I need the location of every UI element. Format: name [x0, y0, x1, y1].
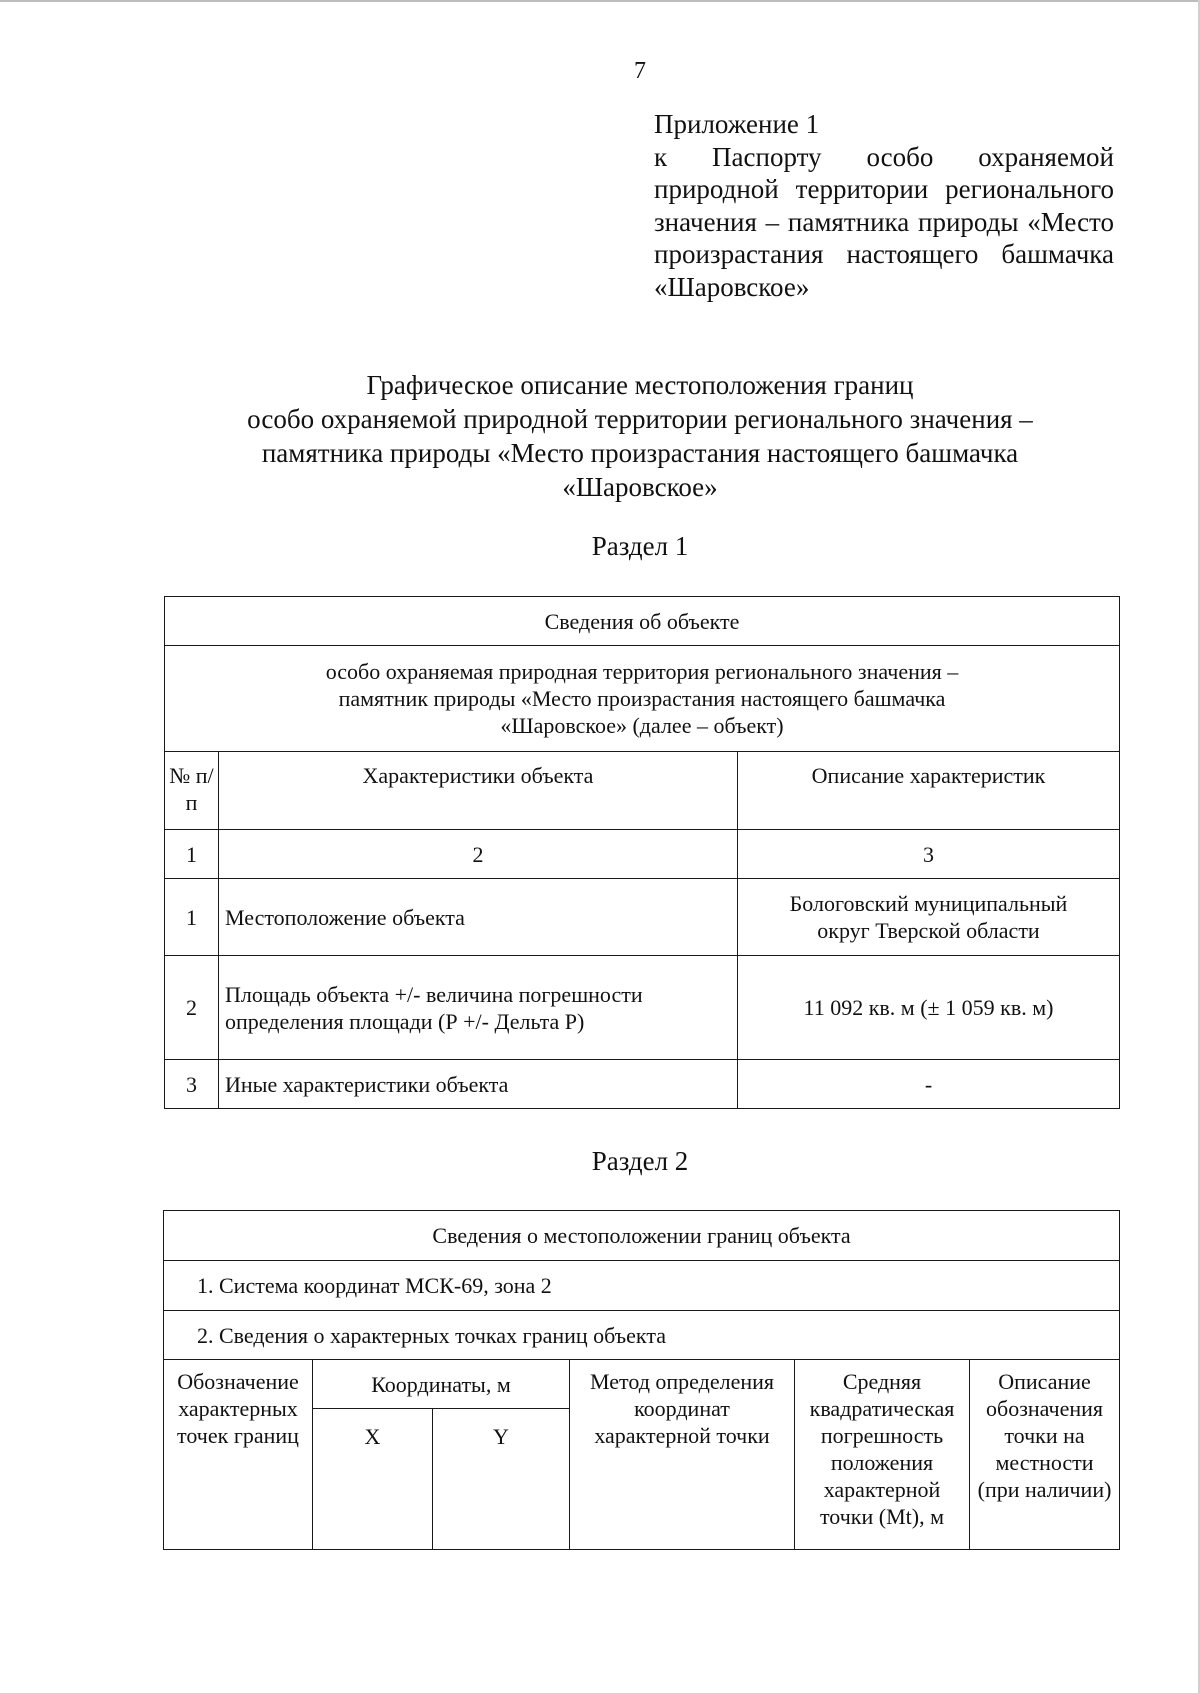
- document-heading: [150, 368, 1130, 504]
- row-number: 1: [165, 879, 219, 956]
- row-characteristic: Площадь объекта +/- величина погрешности определения площади (Р +/- Дельта Р): [219, 956, 738, 1060]
- heading-line: Графическое описание местоположения границ: [366, 370, 914, 400]
- col-characteristic-index: 2: [219, 830, 738, 879]
- row-characteristic: Местоположение объекта: [219, 879, 738, 956]
- col-error-header: Средняя квадратическая погрешность положения характерной точки (Mt), м: [795, 1360, 970, 1550]
- col-method-header: Метод определения координат характерной точки: [570, 1360, 795, 1550]
- object-description: особо охраняемая природная территория регионального значения – памятник природы «Место произрастания настоящего башмачка «Шаровское» (далее – объект): [165, 646, 1120, 752]
- appendix-note: [654, 108, 1114, 303]
- row-number: 3: [165, 1060, 219, 1109]
- row-number: 2: [165, 956, 219, 1060]
- boundary-location-table: [163, 1210, 1120, 1550]
- col-number-index: 1: [165, 830, 219, 879]
- row-description: Бологовский муниципальный округ Тверской области: [738, 879, 1120, 956]
- points-header: 2. Сведения о характерных точках границ объекта: [164, 1311, 1120, 1360]
- heading-line: памятника природы «Место произрастания настоящего башмачка: [261, 438, 1019, 468]
- col-characteristic-header: Характеристики объекта: [219, 752, 738, 830]
- table-row: [165, 879, 1120, 956]
- row-description: 11 092 кв. м (± 1 059 кв. м): [738, 956, 1120, 1060]
- col-description-index: 3: [738, 830, 1120, 879]
- col-x-header: X: [313, 1409, 433, 1550]
- heading-line: «Шаровское»: [562, 472, 718, 502]
- page-top-edge: [0, 0, 1200, 2]
- section-1-title: Раздел 1: [591, 531, 689, 561]
- object-info-table: [164, 596, 1120, 1109]
- appendix-body: к Паспорту особо охраняемой природной территории регионального значения – памятника природы «Место произрастания настоящего башмачка «Шаровское»: [654, 141, 1114, 302]
- col-coordinates-header: Координаты, м: [313, 1360, 570, 1409]
- row-description: -: [738, 1060, 1120, 1109]
- coordinate-system: 1. Система координат МСК-69, зона 2: [164, 1261, 1120, 1311]
- table2-header: Сведения о местоположении границ объекта: [164, 1211, 1120, 1261]
- page-number: 7: [634, 58, 646, 84]
- col-description-header: Описание характеристик: [738, 752, 1120, 830]
- table-row: [165, 1060, 1120, 1109]
- col-number-header: № п/п: [165, 752, 219, 830]
- section-2-title: Раздел 2: [591, 1146, 689, 1176]
- col-designation-header: Обозначение характерных точек границ: [164, 1360, 313, 1550]
- row-characteristic: Иные характеристики объекта: [219, 1060, 738, 1109]
- col-location-header: Описание обозначения точки на местности (при наличии): [970, 1360, 1120, 1550]
- col-y-header: Y: [433, 1409, 570, 1550]
- heading-line: особо охраняемой природной территории регионального значения –: [247, 404, 1033, 434]
- table-row: [165, 956, 1120, 1060]
- appendix-title: Приложение 1: [654, 109, 820, 139]
- table1-header: Сведения об объекте: [165, 597, 1120, 646]
